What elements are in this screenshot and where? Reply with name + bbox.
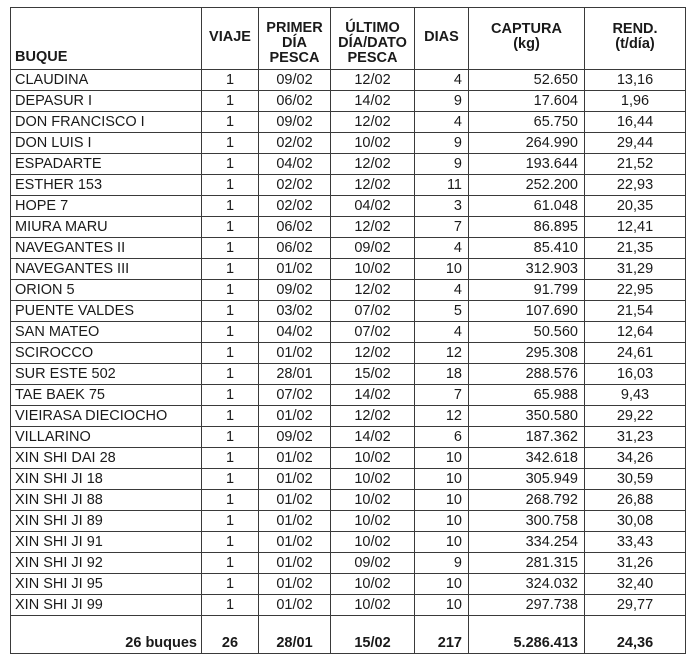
cell-primer: 02/02 (259, 175, 331, 196)
cell-captura: 305.949 (469, 469, 585, 490)
table-row (11, 490, 686, 511)
cell-buque: XIN SHI JI 18 (11, 469, 202, 490)
cell-buque: XIN SHI JI 99 (11, 595, 202, 616)
cell-rend: 31,23 (585, 427, 686, 448)
cell-rend: 12,64 (585, 322, 686, 343)
cell-captura: 312.903 (469, 259, 585, 280)
cell-captura: 65.988 (469, 385, 585, 406)
cell-buque: XIN SHI JI 89 (11, 511, 202, 532)
cell-viaje: 1 (202, 259, 259, 280)
cell-buque: XIN SHI JI 88 (11, 490, 202, 511)
cell-dias: 4 (415, 280, 469, 301)
cell-viaje: 1 (202, 70, 259, 91)
cell-viaje: 1 (202, 91, 259, 112)
cell-captura: 297.738 (469, 595, 585, 616)
table-row (11, 238, 686, 259)
table-total-row (11, 616, 686, 654)
table-row (11, 595, 686, 616)
cell-dias: 10 (415, 469, 469, 490)
cell-ultimo: 09/02 (331, 553, 415, 574)
cell-buque: DON LUIS I (11, 133, 202, 154)
cell-viaje: 1 (202, 343, 259, 364)
cell-ultimo: 10/02 (331, 511, 415, 532)
cell-captura: 350.580 (469, 406, 585, 427)
cell-buque: VIEIRASA DIECIOCHO (11, 406, 202, 427)
cell-captura: 252.200 (469, 175, 585, 196)
table-row (11, 133, 686, 154)
cell-dias: 10 (415, 532, 469, 553)
cell-rend: 13,16 (585, 70, 686, 91)
cell-primer: 01/02 (259, 532, 331, 553)
cell-ultimo: 12/02 (331, 280, 415, 301)
cell-captura: 295.308 (469, 343, 585, 364)
table-row (11, 448, 686, 469)
total-viaje: 26 (202, 616, 259, 654)
cell-dias: 6 (415, 427, 469, 448)
header-ultimo-dia-pesca (331, 8, 415, 70)
table-row (11, 70, 686, 91)
cell-dias: 5 (415, 301, 469, 322)
cell-rend: 1,96 (585, 91, 686, 112)
cell-dias: 4 (415, 322, 469, 343)
cell-buque: NAVEGANTES II (11, 238, 202, 259)
cell-viaje: 1 (202, 511, 259, 532)
cell-captura: 86.895 (469, 217, 585, 238)
cell-buque: MIURA MARU (11, 217, 202, 238)
cell-rend: 22,95 (585, 280, 686, 301)
cell-rend: 33,43 (585, 532, 686, 553)
cell-buque: PUENTE VALDES (11, 301, 202, 322)
cell-ultimo: 10/02 (331, 133, 415, 154)
cell-captura: 50.560 (469, 322, 585, 343)
table-row (11, 259, 686, 280)
cell-primer: 04/02 (259, 154, 331, 175)
cell-captura: 281.315 (469, 553, 585, 574)
cell-ultimo: 10/02 (331, 259, 415, 280)
cell-ultimo: 12/02 (331, 154, 415, 175)
cell-dias: 10 (415, 448, 469, 469)
header-primer-line3: PESCA (269, 50, 320, 66)
table-row (11, 406, 686, 427)
table-row (11, 301, 686, 322)
cell-primer: 01/02 (259, 595, 331, 616)
cell-primer: 06/02 (259, 238, 331, 259)
cell-viaje: 1 (202, 574, 259, 595)
cell-rend: 21,52 (585, 154, 686, 175)
header-buque (11, 8, 202, 70)
cell-viaje: 1 (202, 385, 259, 406)
header-viaje-label: VIAJE (209, 28, 251, 45)
cell-primer: 06/02 (259, 217, 331, 238)
table-row (11, 469, 686, 490)
table-row (11, 154, 686, 175)
header-captura (469, 8, 585, 70)
cell-rend: 29,77 (585, 595, 686, 616)
cell-captura: 17.604 (469, 91, 585, 112)
cell-viaje: 1 (202, 448, 259, 469)
cell-rend: 31,26 (585, 553, 686, 574)
cell-primer: 01/02 (259, 406, 331, 427)
cell-viaje: 1 (202, 175, 259, 196)
cell-rend: 16,44 (585, 112, 686, 133)
cell-rend: 30,08 (585, 511, 686, 532)
fishing-catch-table (10, 7, 686, 654)
cell-primer: 02/02 (259, 133, 331, 154)
cell-ultimo: 10/02 (331, 574, 415, 595)
cell-dias: 10 (415, 511, 469, 532)
cell-ultimo: 12/02 (331, 70, 415, 91)
cell-rend: 16,03 (585, 364, 686, 385)
cell-viaje: 1 (202, 322, 259, 343)
cell-viaje: 1 (202, 196, 259, 217)
cell-captura: 342.618 (469, 448, 585, 469)
cell-buque: SUR ESTE 502 (11, 364, 202, 385)
header-viaje (202, 8, 259, 70)
header-primer-dia-pesca (259, 8, 331, 70)
header-ultimo-line2: DÍA/DATO (338, 35, 407, 51)
cell-ultimo: 14/02 (331, 91, 415, 112)
cell-captura: 334.254 (469, 532, 585, 553)
cell-buque: NAVEGANTES III (11, 259, 202, 280)
total-buque: 26 buques (11, 616, 202, 654)
cell-primer: 04/02 (259, 322, 331, 343)
table-body (11, 70, 686, 616)
cell-ultimo: 10/02 (331, 448, 415, 469)
table-header-row (11, 8, 686, 70)
cell-rend: 24,61 (585, 343, 686, 364)
cell-rend: 22,93 (585, 175, 686, 196)
cell-buque: ORION 5 (11, 280, 202, 301)
header-dias-label: DIAS (424, 28, 459, 45)
header-ultimo-line1: ÚLTIMO (345, 20, 400, 36)
cell-buque: XIN SHI JI 92 (11, 553, 202, 574)
table-row (11, 385, 686, 406)
cell-rend: 20,35 (585, 196, 686, 217)
total-ultimo: 15/02 (331, 616, 415, 654)
cell-ultimo: 12/02 (331, 175, 415, 196)
cell-ultimo: 10/02 (331, 490, 415, 511)
cell-buque: XIN SHI DAI 28 (11, 448, 202, 469)
cell-viaje: 1 (202, 427, 259, 448)
table-row (11, 91, 686, 112)
header-rendimiento (585, 8, 686, 70)
cell-ultimo: 14/02 (331, 385, 415, 406)
cell-dias: 12 (415, 406, 469, 427)
cell-primer: 28/01 (259, 364, 331, 385)
cell-primer: 02/02 (259, 196, 331, 217)
cell-buque: TAE BAEK 75 (11, 385, 202, 406)
cell-dias: 12 (415, 343, 469, 364)
cell-primer: 09/02 (259, 70, 331, 91)
cell-dias: 3 (415, 196, 469, 217)
header-ultimo-line3: PESCA (347, 50, 398, 66)
cell-ultimo: 04/02 (331, 196, 415, 217)
cell-viaje: 1 (202, 280, 259, 301)
table-row (11, 196, 686, 217)
cell-captura: 288.576 (469, 364, 585, 385)
cell-captura: 52.650 (469, 70, 585, 91)
cell-viaje: 1 (202, 490, 259, 511)
cell-captura: 300.758 (469, 511, 585, 532)
cell-ultimo: 12/02 (331, 343, 415, 364)
table-row (11, 343, 686, 364)
cell-primer: 01/02 (259, 448, 331, 469)
cell-buque: XIN SHI JI 95 (11, 574, 202, 595)
cell-rend: 12,41 (585, 217, 686, 238)
cell-viaje: 1 (202, 133, 259, 154)
cell-buque: DON FRANCISCO I (11, 112, 202, 133)
cell-primer: 03/02 (259, 301, 331, 322)
cell-rend: 26,88 (585, 490, 686, 511)
cell-primer: 01/02 (259, 511, 331, 532)
cell-ultimo: 10/02 (331, 595, 415, 616)
cell-dias: 11 (415, 175, 469, 196)
cell-buque: ESTHER 153 (11, 175, 202, 196)
cell-rend: 30,59 (585, 469, 686, 490)
header-captura-line2: (kg) (513, 36, 540, 52)
cell-ultimo: 10/02 (331, 532, 415, 553)
total-primer: 28/01 (259, 616, 331, 654)
header-rend-line1: REND. (612, 21, 658, 37)
cell-viaje: 1 (202, 238, 259, 259)
cell-dias: 7 (415, 217, 469, 238)
cell-primer: 01/02 (259, 343, 331, 364)
cell-captura: 264.990 (469, 133, 585, 154)
cell-dias: 10 (415, 595, 469, 616)
cell-dias: 4 (415, 70, 469, 91)
cell-dias: 10 (415, 490, 469, 511)
header-primer-line2: DÍA (282, 35, 307, 51)
cell-viaje: 1 (202, 112, 259, 133)
cell-primer: 01/02 (259, 490, 331, 511)
cell-viaje: 1 (202, 301, 259, 322)
cell-dias: 4 (415, 238, 469, 259)
cell-viaje: 1 (202, 553, 259, 574)
table-row (11, 364, 686, 385)
table-row (11, 322, 686, 343)
cell-rend: 21,35 (585, 238, 686, 259)
cell-captura: 187.362 (469, 427, 585, 448)
cell-primer: 09/02 (259, 427, 331, 448)
cell-dias: 18 (415, 364, 469, 385)
cell-ultimo: 15/02 (331, 364, 415, 385)
total-rend: 24,36 (585, 616, 686, 654)
cell-primer: 07/02 (259, 385, 331, 406)
cell-rend: 29,44 (585, 133, 686, 154)
cell-dias: 4 (415, 112, 469, 133)
cell-rend: 29,22 (585, 406, 686, 427)
cell-buque: CLAUDINA (11, 70, 202, 91)
cell-rend: 21,54 (585, 301, 686, 322)
cell-primer: 01/02 (259, 574, 331, 595)
cell-rend: 32,40 (585, 574, 686, 595)
cell-ultimo: 10/02 (331, 469, 415, 490)
cell-buque: SAN MATEO (11, 322, 202, 343)
cell-captura: 193.644 (469, 154, 585, 175)
cell-buque: DEPASUR I (11, 91, 202, 112)
cell-rend: 34,26 (585, 448, 686, 469)
cell-viaje: 1 (202, 406, 259, 427)
cell-dias: 9 (415, 91, 469, 112)
cell-buque: VILLARINO (11, 427, 202, 448)
table-row (11, 574, 686, 595)
cell-rend: 9,43 (585, 385, 686, 406)
table-row (11, 553, 686, 574)
cell-buque: SCIROCCO (11, 343, 202, 364)
cell-dias: 9 (415, 154, 469, 175)
cell-ultimo: 07/02 (331, 322, 415, 343)
table-row (11, 175, 686, 196)
cell-dias: 7 (415, 385, 469, 406)
fishing-catch-table-sheet (10, 7, 686, 654)
table-row (11, 217, 686, 238)
header-buque-label: BUQUE (15, 49, 68, 65)
cell-captura: 107.690 (469, 301, 585, 322)
cell-primer: 01/02 (259, 469, 331, 490)
cell-dias: 9 (415, 133, 469, 154)
cell-primer: 09/02 (259, 280, 331, 301)
header-primer-line1: PRIMER (266, 20, 323, 36)
cell-viaje: 1 (202, 595, 259, 616)
cell-captura: 91.799 (469, 280, 585, 301)
cell-captura: 85.410 (469, 238, 585, 259)
cell-primer: 09/02 (259, 112, 331, 133)
cell-buque: HOPE 7 (11, 196, 202, 217)
cell-viaje: 1 (202, 532, 259, 553)
total-dias: 217 (415, 616, 469, 654)
cell-rend: 31,29 (585, 259, 686, 280)
cell-ultimo: 09/02 (331, 238, 415, 259)
header-dias (415, 8, 469, 70)
cell-viaje: 1 (202, 154, 259, 175)
cell-viaje: 1 (202, 217, 259, 238)
header-rend-line2: (t/día) (615, 36, 655, 52)
cell-buque: ESPADARTE (11, 154, 202, 175)
cell-captura: 61.048 (469, 196, 585, 217)
cell-dias: 10 (415, 574, 469, 595)
cell-dias: 9 (415, 553, 469, 574)
cell-dias: 10 (415, 259, 469, 280)
table-row (11, 511, 686, 532)
table-row (11, 280, 686, 301)
cell-primer: 01/02 (259, 259, 331, 280)
cell-captura: 324.032 (469, 574, 585, 595)
cell-captura: 268.792 (469, 490, 585, 511)
cell-captura: 65.750 (469, 112, 585, 133)
cell-ultimo: 07/02 (331, 301, 415, 322)
cell-primer: 01/02 (259, 553, 331, 574)
cell-viaje: 1 (202, 469, 259, 490)
table-row (11, 427, 686, 448)
header-captura-line1: CAPTURA (491, 21, 562, 37)
total-captura: 5.286.413 (469, 616, 585, 654)
cell-buque: XIN SHI JI 91 (11, 532, 202, 553)
table-row (11, 112, 686, 133)
cell-ultimo: 14/02 (331, 427, 415, 448)
cell-viaje: 1 (202, 364, 259, 385)
cell-ultimo: 12/02 (331, 217, 415, 238)
table-row (11, 532, 686, 553)
cell-ultimo: 12/02 (331, 112, 415, 133)
cell-primer: 06/02 (259, 91, 331, 112)
cell-ultimo: 12/02 (331, 406, 415, 427)
